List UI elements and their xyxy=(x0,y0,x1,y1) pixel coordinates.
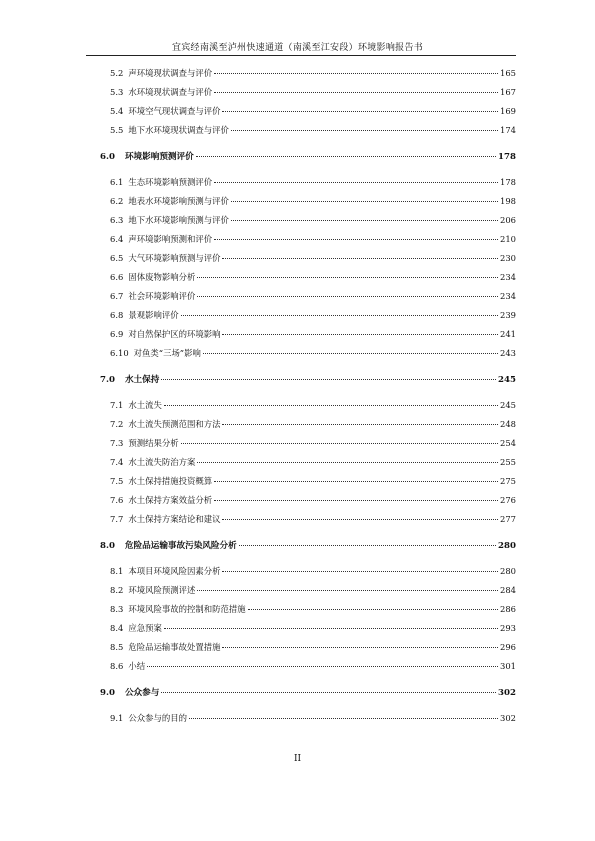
toc-entry-title: 水土流失预测范围和方法 xyxy=(128,419,221,429)
toc-dot-leader xyxy=(161,379,496,380)
toc-entry-page: 276 xyxy=(500,495,516,505)
toc-entry-number: 8.4 xyxy=(110,623,124,633)
toc-dot-leader xyxy=(214,239,498,240)
toc-entry-number: 6.7 xyxy=(110,291,124,301)
toc-entry-page: 245 xyxy=(498,375,516,385)
toc-dot-leader xyxy=(161,692,496,693)
toc-section-entry[interactable] xyxy=(100,418,516,436)
toc-entry-number: 8.3 xyxy=(110,604,124,614)
toc-entry-number: 7.3 xyxy=(110,438,124,448)
toc-entry-number: 7.6 xyxy=(110,495,124,505)
toc-entry-page: 255 xyxy=(500,457,516,467)
toc-section-entry[interactable] xyxy=(100,641,516,659)
toc-entry-page: 302 xyxy=(500,713,516,723)
toc-entry-page: 293 xyxy=(500,623,516,633)
toc-entry-page: 254 xyxy=(500,438,516,448)
toc-dot-leader xyxy=(222,258,498,259)
toc-dot-leader xyxy=(222,424,498,425)
toc-section-entry[interactable] xyxy=(100,328,516,346)
toc-entry-title: 声环境影响预测和评价 xyxy=(128,234,213,244)
toc-entry-number: 5.2 xyxy=(110,68,124,78)
toc-entry-number: 7.2 xyxy=(110,419,124,429)
toc-entry-title: 水环境现状调查与评价 xyxy=(128,87,213,97)
toc-entry-title: 危险品运输事故处置措施 xyxy=(128,642,221,652)
toc-chapter-entry[interactable] xyxy=(100,150,516,168)
toc-entry-number: 7.4 xyxy=(110,457,124,467)
toc-entry-title: 环境影响预测评价 xyxy=(124,152,194,162)
toc-entry-title: 公众参与的目的 xyxy=(128,713,187,723)
toc-dot-leader xyxy=(214,500,498,501)
toc-entry-number: 8.0 xyxy=(100,541,115,551)
toc-entry-title: 环境空气现状调查与评价 xyxy=(128,106,221,116)
toc-entry-page: 296 xyxy=(500,642,516,652)
toc-entry-title: 危险品运输事故污染风险分析 xyxy=(124,541,237,551)
toc-dot-leader xyxy=(181,443,498,444)
toc-entry-page: 230 xyxy=(500,253,516,263)
toc-section-entry[interactable] xyxy=(100,565,516,583)
toc-dot-leader xyxy=(222,334,498,335)
toc-entry-number: 8.1 xyxy=(110,566,124,576)
toc-entry-title: 小结 xyxy=(128,661,146,671)
toc-entry-title: 大气环境影响预测与评价 xyxy=(128,253,221,263)
toc-entry-number: 6.0 xyxy=(100,152,115,162)
toc-dot-leader xyxy=(197,462,498,463)
toc-entry-number: 5.3 xyxy=(110,87,124,97)
toc-chapter-entry[interactable] xyxy=(100,686,516,704)
toc-chapter-entry[interactable] xyxy=(100,539,516,557)
toc-entry-page: 206 xyxy=(500,215,516,225)
toc-entry-title: 生态环境影响预测评价 xyxy=(128,177,213,187)
header-rule xyxy=(86,55,516,56)
toc-dot-leader xyxy=(222,519,498,520)
toc-section-entry[interactable] xyxy=(100,347,516,365)
toc-entry-number: 7.1 xyxy=(110,400,124,410)
toc-entry-number: 6.1 xyxy=(110,177,124,187)
toc-section-entry[interactable] xyxy=(100,86,516,104)
toc-entry-number: 5.5 xyxy=(110,125,124,135)
toc-section-entry[interactable] xyxy=(100,233,516,251)
toc-section-entry[interactable] xyxy=(100,105,516,123)
toc-entry-number: 6.9 xyxy=(110,329,124,339)
toc-entry-number: 6.5 xyxy=(110,253,124,263)
toc-entry-title: 环境风险事故的控制和防范措施 xyxy=(128,604,246,614)
toc-entry-title: 景观影响评价 xyxy=(128,310,179,320)
toc-section-entry[interactable] xyxy=(100,309,516,327)
toc-entry-title: 地表水环境影响预测与评价 xyxy=(128,196,229,206)
toc-entry-title: 公众参与 xyxy=(124,688,160,698)
toc-entry-page: 234 xyxy=(500,272,516,282)
toc-section-entry[interactable] xyxy=(100,603,516,621)
toc-entry-page: 174 xyxy=(500,125,516,135)
toc-entry-page: 301 xyxy=(500,661,516,671)
toc-dot-leader xyxy=(231,130,498,131)
toc-entry-number: 6.3 xyxy=(110,215,124,225)
toc-section-entry[interactable] xyxy=(100,513,516,531)
toc-entry-number: 6.6 xyxy=(110,272,124,282)
toc-dot-leader xyxy=(164,628,498,629)
toc-dot-leader xyxy=(197,296,498,297)
toc-dot-leader xyxy=(164,405,498,406)
toc-section-entry[interactable] xyxy=(100,712,516,730)
toc-section-entry[interactable] xyxy=(100,584,516,602)
toc-entry-number: 7.5 xyxy=(110,476,124,486)
toc-entry-title: 声环境现状调查与评价 xyxy=(128,68,213,78)
toc-entry-page: 277 xyxy=(500,514,516,524)
toc-section-entry[interactable] xyxy=(100,214,516,232)
toc-section-entry[interactable] xyxy=(100,660,516,678)
toc-entry-number: 6.8 xyxy=(110,310,124,320)
toc-entry-number: 8.5 xyxy=(110,642,124,652)
toc-entry-page: 302 xyxy=(498,688,516,698)
toc-dot-leader xyxy=(147,666,498,667)
toc-entry-title: 地下水环境影响预测与评价 xyxy=(128,215,229,225)
toc-entry-number: 7.0 xyxy=(100,375,115,385)
toc-section-entry[interactable] xyxy=(100,176,516,194)
toc-dot-leader xyxy=(231,220,498,221)
toc-section-entry[interactable] xyxy=(100,252,516,270)
toc-entry-page: 280 xyxy=(498,541,516,551)
toc-entry-title: 水土保持方案结论和建议 xyxy=(128,514,221,524)
toc-entry-page: 245 xyxy=(500,400,516,410)
toc-section-entry[interactable] xyxy=(100,494,516,512)
toc-entry-page: 275 xyxy=(500,476,516,486)
toc-entry-title: 应急预案 xyxy=(128,623,162,633)
toc-dot-leader xyxy=(197,590,498,591)
toc-entry-page: 169 xyxy=(500,106,516,116)
toc-dot-leader xyxy=(214,481,498,482)
toc-entry-title: 对自然保护区的环境影响 xyxy=(128,329,221,339)
toc-entry-title: 固体废物影响分析 xyxy=(128,272,196,282)
toc-dot-leader xyxy=(214,73,498,74)
page-number: II xyxy=(293,754,302,764)
toc-entry-number: 6.2 xyxy=(110,196,124,206)
toc-entry-number: 8.6 xyxy=(110,661,124,671)
toc-entry-title: 水土保持方案效益分析 xyxy=(128,495,213,505)
toc-dot-leader xyxy=(189,718,498,719)
toc-entry-page: 167 xyxy=(500,87,516,97)
toc-section-entry[interactable] xyxy=(100,271,516,289)
toc-section-entry[interactable] xyxy=(100,124,516,142)
toc-dot-leader xyxy=(248,609,498,610)
toc-entry-number: 9.0 xyxy=(100,688,115,698)
toc-dot-leader xyxy=(231,201,498,202)
toc-entry-title: 水土流失防治方案 xyxy=(128,457,196,467)
toc-entry-title: 预测结果分析 xyxy=(128,438,179,448)
toc-entry-number: 7.7 xyxy=(110,514,124,524)
toc-entry-page: 284 xyxy=(500,585,516,595)
toc-section-entry[interactable] xyxy=(100,456,516,474)
toc-section-entry[interactable] xyxy=(100,290,516,308)
toc-entry-number: 9.1 xyxy=(110,713,124,723)
toc-entry-title: 对鱼类“三场”影响 xyxy=(133,348,201,358)
toc-dot-leader xyxy=(197,277,498,278)
toc-dot-leader xyxy=(222,111,498,112)
toc-dot-leader xyxy=(203,353,498,354)
toc-entry-page: 241 xyxy=(500,329,516,339)
toc-entry-page: 248 xyxy=(500,419,516,429)
toc-dot-leader xyxy=(214,182,498,183)
toc-dot-leader xyxy=(222,571,498,572)
toc-entry-page: 165 xyxy=(500,68,516,78)
toc-dot-leader xyxy=(196,156,496,157)
toc-entry-title: 社会环境影响评价 xyxy=(128,291,196,301)
page-header: 宜宾经南溪至泸州快速通道（南溪至江安段）环境影响报告书 xyxy=(171,43,424,53)
toc-section-entry[interactable] xyxy=(100,622,516,640)
toc-section-entry[interactable] xyxy=(100,195,516,213)
toc-entry-title: 水土保持措施投资概算 xyxy=(128,476,213,486)
toc-entry-page: 198 xyxy=(500,196,516,206)
toc-entry-page: 243 xyxy=(500,348,516,358)
toc-section-entry[interactable] xyxy=(100,437,516,455)
toc-section-entry[interactable] xyxy=(100,67,516,85)
toc-dot-leader xyxy=(181,315,498,316)
toc-chapter-entry[interactable] xyxy=(100,373,516,391)
toc-dot-leader xyxy=(222,647,498,648)
toc-entry-title: 水土流失 xyxy=(128,400,162,410)
toc-entry-number: 8.2 xyxy=(110,585,124,595)
toc-entry-page: 210 xyxy=(500,234,516,244)
toc-entry-page: 239 xyxy=(500,310,516,320)
toc-entry-page: 280 xyxy=(500,566,516,576)
toc-entry-page: 178 xyxy=(498,152,516,162)
toc-entry-page: 286 xyxy=(500,604,516,614)
toc-entry-title: 环境风险预测评述 xyxy=(128,585,196,595)
toc-entry-number: 5.4 xyxy=(110,106,124,116)
toc-entry-title: 地下水环境现状调查与评价 xyxy=(128,125,229,135)
toc-entry-number: 6.10 xyxy=(110,348,129,358)
toc-entry-page: 178 xyxy=(500,177,516,187)
toc-dot-leader xyxy=(239,545,496,546)
toc-entry-page: 234 xyxy=(500,291,516,301)
toc-entry-number: 6.4 xyxy=(110,234,124,244)
toc-entry-title: 水土保持 xyxy=(124,375,160,385)
toc-section-entry[interactable] xyxy=(100,475,516,493)
toc-dot-leader xyxy=(214,92,498,93)
toc-section-entry[interactable] xyxy=(100,399,516,417)
toc-entry-title: 本项目环境风险因素分析 xyxy=(128,566,221,576)
